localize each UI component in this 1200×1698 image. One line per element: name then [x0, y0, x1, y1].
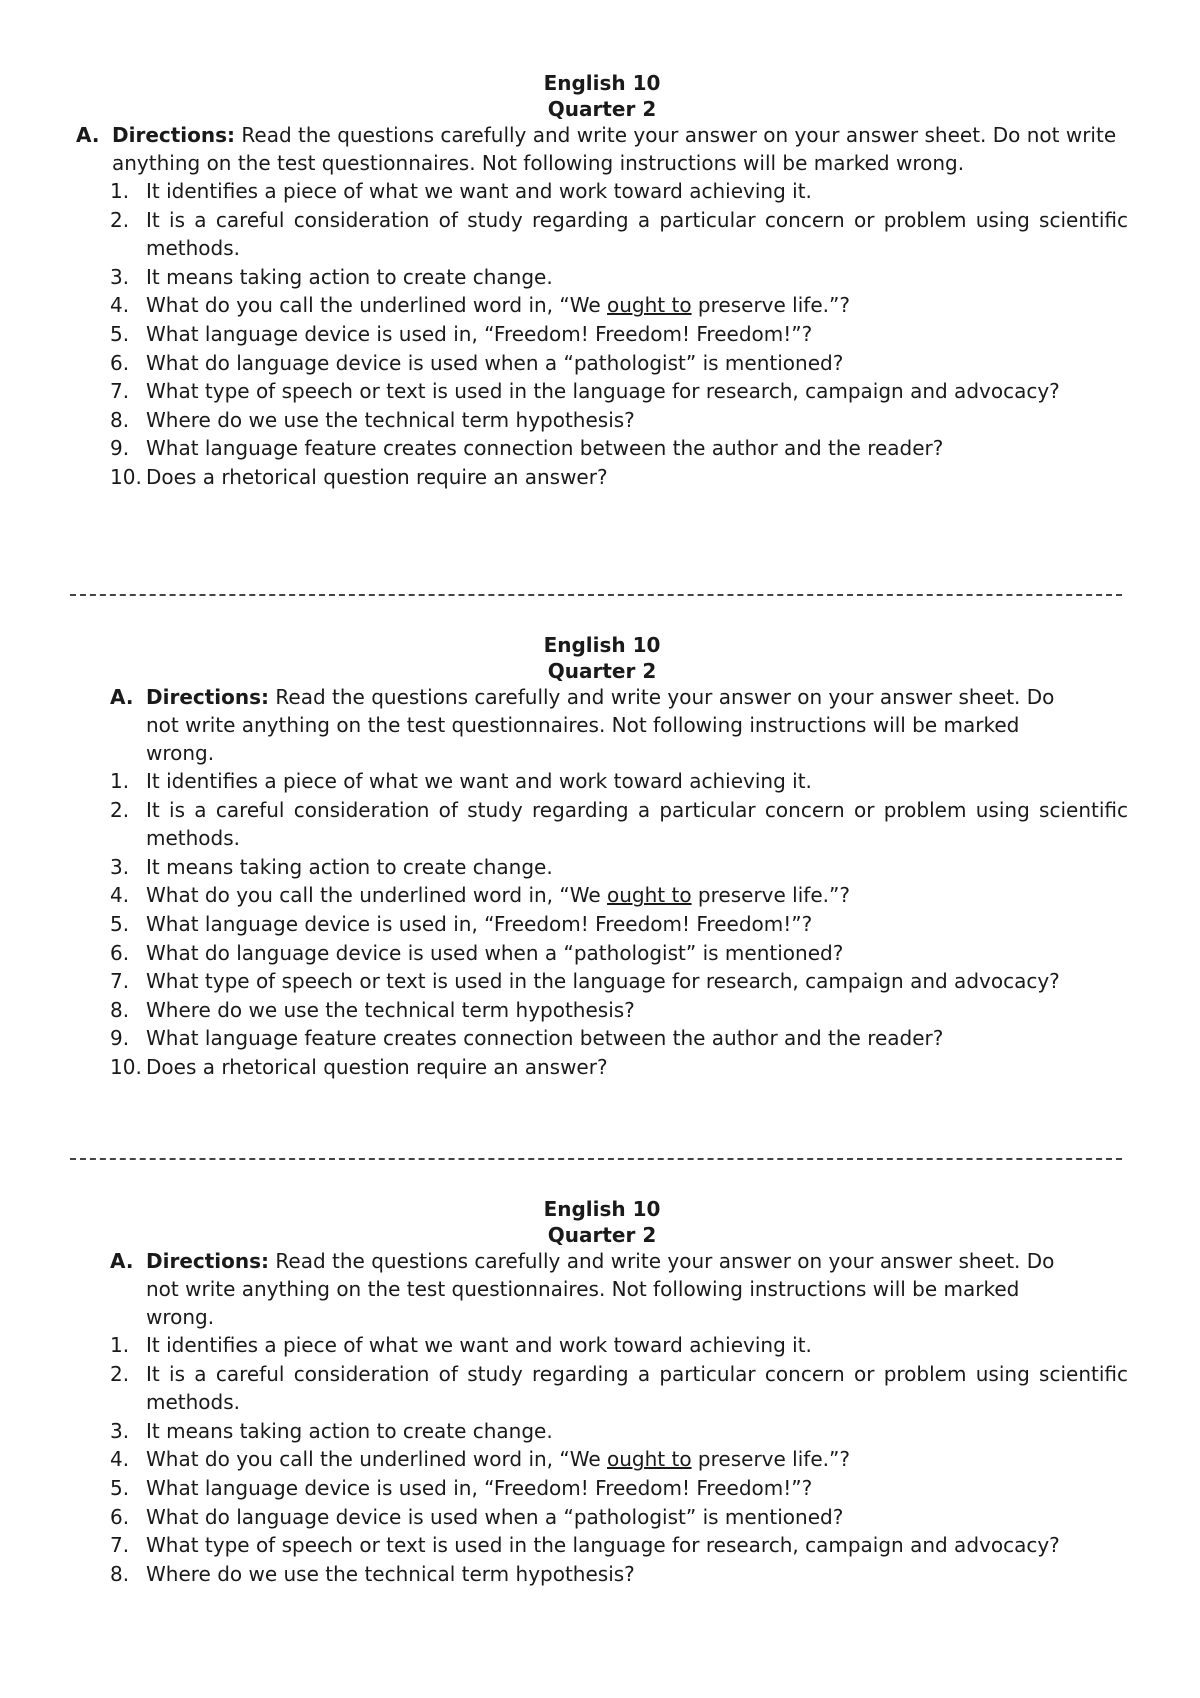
question-item	[0, 1445, 1128, 1474]
question-text-pre: What do you call the underlined word in, “We	[146, 883, 608, 908]
question-number: 8.	[110, 997, 130, 1022]
question-text: What do language device is used when a “pathologist” is mentioned?	[146, 350, 844, 375]
directions-label: Directions:	[146, 1249, 270, 1273]
question-number: 5.	[110, 321, 130, 346]
directions	[0, 683, 1200, 767]
question-text: It means taking action to create change.	[146, 854, 553, 879]
directions-body: Read the questions carefully and write your answer on your answer sheet. Do not write anything on the test questionnaires. Not following instructions will be marked wrong.	[146, 1249, 1055, 1329]
question-item	[0, 263, 1128, 292]
question-number: 3.	[110, 854, 130, 879]
question-number: 6.	[110, 350, 130, 375]
question-number: 7.	[110, 379, 130, 404]
underlined-phrase: ought to	[607, 1447, 692, 1472]
question-text: What language device is used in, “Freedom! Freedom! Freedom!”?	[146, 1475, 813, 1500]
question-item	[0, 1053, 1128, 1082]
question-text: It is a careful consideration of study regarding a particular concern or problem using scientific methods.	[146, 797, 1128, 851]
question-number: 9.	[110, 436, 130, 461]
question-item	[0, 463, 1128, 492]
question-list	[0, 1331, 1200, 1588]
question-text: Where do we use the technical term hypothesis?	[146, 407, 635, 432]
question-item	[0, 349, 1128, 378]
question-number: 4.	[110, 1447, 130, 1472]
question-item	[0, 1560, 1128, 1589]
question-number: 7.	[110, 969, 130, 994]
question-number: 9.	[110, 1026, 130, 1051]
quiz-subtitle: Quarter 2	[547, 1223, 657, 1247]
question-text-pre: What do you call the underlined word in, “We	[146, 1447, 608, 1472]
question-number: 3.	[110, 1418, 130, 1443]
quiz-copy-3	[0, 1196, 1200, 1588]
directions-label: Directions:	[112, 123, 236, 147]
question-text: Where do we use the technical term hypothesis?	[146, 1561, 635, 1586]
question-text: Does a rhetorical question require an answer?	[146, 1054, 608, 1079]
question-number: 10.	[110, 464, 142, 489]
question-text: What language device is used in, “Freedom! Freedom! Freedom!”?	[146, 321, 813, 346]
question-text: Where do we use the technical term hypothesis?	[146, 997, 635, 1022]
directions-body: Read the questions carefully and write your answer on your answer sheet. Do not write anything on the test questionnaires. Not following instructions will be marked wrong.	[112, 123, 1117, 175]
question-number: 7.	[110, 1533, 130, 1558]
question-number: 2.	[110, 797, 130, 822]
question-text-pre: What do you call the underlined word in, “We	[146, 293, 608, 318]
question-number: 8.	[110, 1561, 130, 1586]
question-item	[0, 206, 1128, 263]
question-text: What do language device is used when a “pathologist” is mentioned?	[146, 1504, 844, 1529]
question-number: 1.	[110, 179, 130, 203]
directions-body: Read the questions carefully and write your answer on your answer sheet. Do not write anything on the test questionnaires. Not following instructions will be marked wrong.	[146, 685, 1055, 765]
question-text: What type of speech or text is used in the language for research, campaign and advocacy?	[146, 969, 1060, 994]
question-list	[0, 177, 1200, 492]
question-text: What language feature creates connection between the author and the reader?	[146, 1026, 944, 1051]
question-number: 5.	[110, 911, 130, 936]
question-item	[0, 177, 1128, 206]
question-text: What language feature creates connection between the author and the reader?	[146, 436, 944, 461]
question-item	[0, 291, 1128, 320]
directions-text	[0, 121, 1132, 177]
question-item	[0, 853, 1128, 882]
question-text-post: preserve life.”?	[691, 1447, 850, 1472]
quiz-title: English 10	[543, 633, 661, 657]
question-item	[0, 767, 1128, 796]
question-number: 1.	[110, 769, 130, 793]
question-item	[0, 1474, 1128, 1503]
question-text	[146, 881, 1128, 910]
question-number: 2.	[110, 1361, 130, 1386]
question-text: Does a rhetorical question require an answer?	[146, 464, 608, 489]
question-number: 6.	[110, 940, 130, 965]
quiz-title: English 10	[543, 71, 661, 95]
directions-letter: A.	[76, 123, 100, 147]
question-text: It is a careful consideration of study regarding a particular concern or problem using scientific methods.	[146, 1361, 1128, 1415]
question-text: What type of speech or text is used in the language for research, campaign and advocacy?	[146, 1533, 1060, 1558]
question-text: It identifies a piece of what we want and work toward achieving it.	[146, 769, 812, 793]
question-number: 2.	[110, 207, 130, 232]
question-item	[0, 406, 1128, 435]
directions-letter: A.	[110, 685, 134, 709]
cut-line-separator	[70, 594, 1122, 596]
question-text-post: preserve life.”?	[691, 293, 850, 318]
quiz-copy-2	[0, 632, 1200, 1082]
directions-text	[0, 683, 1086, 767]
directions	[0, 121, 1200, 177]
question-number: 3.	[110, 264, 130, 289]
question-item	[0, 1024, 1128, 1053]
question-item	[0, 1331, 1128, 1360]
question-item	[0, 377, 1128, 406]
question-text: It means taking action to create change.	[146, 264, 553, 289]
question-text: What do language device is used when a “pathologist” is mentioned?	[146, 940, 844, 965]
quiz-copy-1	[0, 70, 1200, 492]
question-text: It is a careful consideration of study regarding a particular concern or problem using scientific methods.	[146, 207, 1128, 261]
directions-label: Directions:	[146, 685, 270, 709]
underlined-phrase: ought to	[607, 293, 692, 318]
underlined-phrase: ought to	[607, 883, 692, 908]
question-number: 4.	[110, 883, 130, 908]
question-item	[0, 881, 1128, 910]
question-item	[0, 996, 1128, 1025]
question-item	[0, 1360, 1128, 1417]
question-text: It means taking action to create change.	[146, 1418, 553, 1443]
question-text: What type of speech or text is used in the language for research, campaign and advocacy?	[146, 379, 1060, 404]
question-list	[0, 767, 1200, 1082]
question-number: 8.	[110, 407, 130, 432]
directions-text	[0, 1247, 1086, 1331]
quiz-subtitle: Quarter 2	[547, 659, 657, 683]
question-text-post: preserve life.”?	[691, 883, 850, 908]
question-item	[0, 796, 1128, 853]
question-item	[0, 1417, 1128, 1446]
directions	[0, 1247, 1200, 1331]
question-text: What language device is used in, “Freedom! Freedom! Freedom!”?	[146, 911, 813, 936]
question-number: 10.	[110, 1054, 142, 1079]
question-item	[0, 939, 1128, 968]
question-number: 6.	[110, 1504, 130, 1529]
quiz-subtitle: Quarter 2	[547, 97, 657, 121]
question-item	[0, 434, 1128, 463]
question-item	[0, 910, 1128, 939]
question-text: It identifies a piece of what we want and work toward achieving it.	[146, 179, 812, 203]
question-number: 5.	[110, 1475, 130, 1500]
question-text	[146, 291, 1128, 320]
question-item	[0, 1503, 1128, 1532]
question-number: 4.	[110, 293, 130, 318]
directions-letter: A.	[110, 1249, 134, 1273]
question-item	[0, 320, 1128, 349]
question-item	[0, 1531, 1128, 1560]
cut-line-separator	[70, 1158, 1122, 1160]
question-text	[146, 1445, 1128, 1474]
question-item	[0, 967, 1128, 996]
question-number: 1.	[110, 1333, 130, 1357]
quiz-title: English 10	[543, 1197, 661, 1221]
question-text: It identifies a piece of what we want and work toward achieving it.	[146, 1333, 812, 1357]
